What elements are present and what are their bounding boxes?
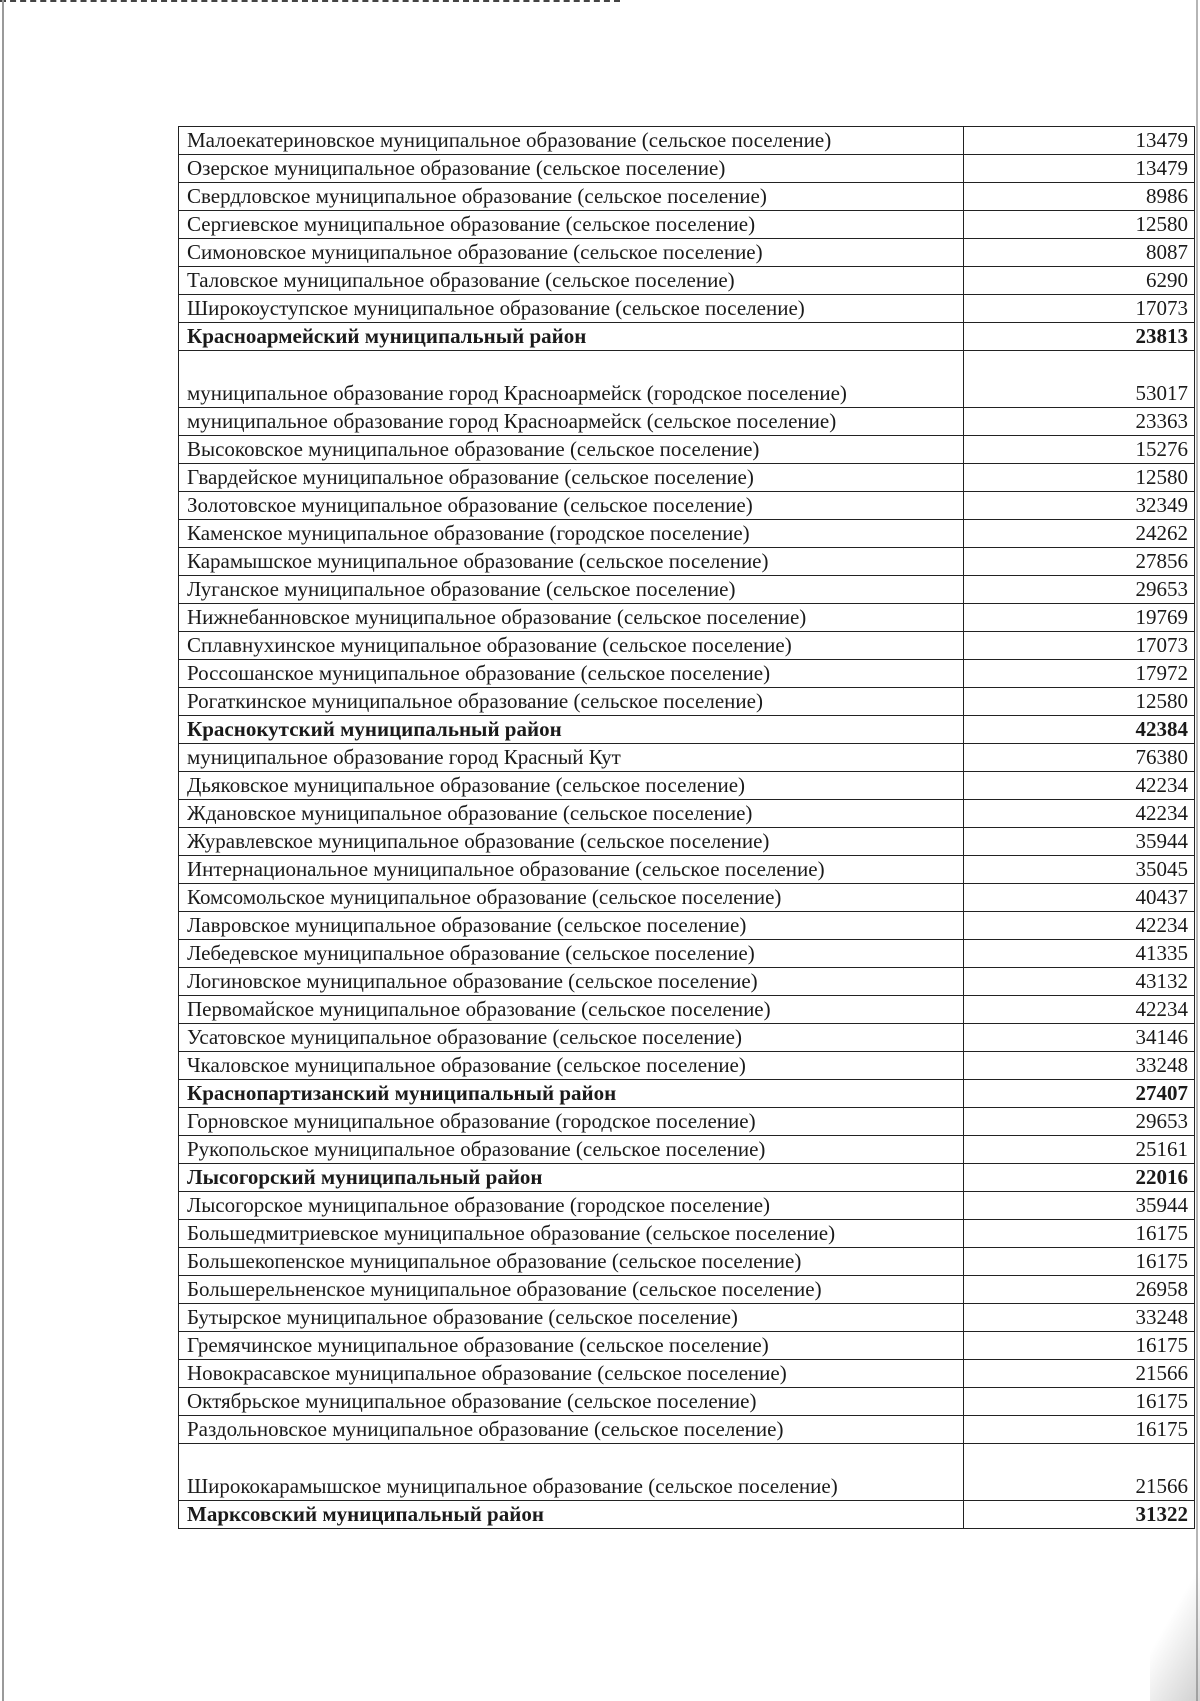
table-row	[179, 267, 1195, 295]
table-row	[179, 1136, 1195, 1164]
value-cell: 35944	[964, 828, 1195, 856]
table-row	[179, 1220, 1195, 1248]
municipality-name-cell: Интернациональное муниципальное образование (сельское поселение)	[179, 856, 964, 884]
value-cell: 53017	[964, 351, 1195, 408]
value-cell: 42234	[964, 800, 1195, 828]
district-name-cell: Лысогорский муниципальный район	[179, 1164, 964, 1192]
value-cell: 21566	[964, 1360, 1195, 1388]
municipality-name-cell: Каменское муниципальное образование (городское поселение)	[179, 520, 964, 548]
value-cell: 34146	[964, 1024, 1195, 1052]
municipality-name-cell: муниципальное образование город Красный Кут	[179, 744, 964, 772]
municipality-name-cell: Сплавнухинское муниципальное образование (сельское поселение)	[179, 632, 964, 660]
municipality-name-cell: Лебедевское муниципальное образование (сельское поселение)	[179, 940, 964, 968]
table-row	[179, 239, 1195, 267]
municipality-name-cell: Ждановское муниципальное образование (сельское поселение)	[179, 800, 964, 828]
district-name-cell: Марксовский муниципальный район	[179, 1501, 964, 1529]
table-row	[179, 1332, 1195, 1360]
value-cell: 27856	[964, 548, 1195, 576]
table-row	[179, 1024, 1195, 1052]
municipality-name-cell: Рукопольское муниципальное образование (сельское поселение)	[179, 1136, 964, 1164]
value-cell: 16175	[964, 1416, 1195, 1444]
table-row	[179, 183, 1195, 211]
district-row	[179, 716, 1195, 744]
table-row	[179, 1248, 1195, 1276]
value-cell: 35944	[964, 1192, 1195, 1220]
table-body	[179, 127, 1195, 1529]
municipality-name-cell: Дьяковское муниципальное образование (сельское поселение)	[179, 772, 964, 800]
value-cell: 12580	[964, 464, 1195, 492]
value-cell: 15276	[964, 436, 1195, 464]
municipality-name-cell: Гвардейское муниципальное образование (сельское поселение)	[179, 464, 964, 492]
scan-edge-left	[2, 0, 4, 1701]
district-value-cell: 42384	[964, 716, 1195, 744]
table-row	[179, 800, 1195, 828]
value-cell: 42234	[964, 996, 1195, 1024]
municipality-name-cell: Карамышское муниципальное образование (сельское поселение)	[179, 548, 964, 576]
municipality-name-cell: Большекопенское муниципальное образование (сельское поселение)	[179, 1248, 964, 1276]
value-cell: 19769	[964, 604, 1195, 632]
value-cell: 33248	[964, 1052, 1195, 1080]
value-cell: 8087	[964, 239, 1195, 267]
district-value-cell: 22016	[964, 1164, 1195, 1192]
municipality-name-cell: Большерельненское муниципальное образование (сельское поселение)	[179, 1276, 964, 1304]
table-row	[179, 295, 1195, 323]
municipality-name-cell: Широкоуступское муниципальное образование (сельское поселение)	[179, 295, 964, 323]
municipality-name-cell: Гремячинское муниципальное образование (сельское поселение)	[179, 1332, 964, 1360]
municipality-name-cell: Лавровское муниципальное образование (сельское поселение)	[179, 912, 964, 940]
value-cell: 8986	[964, 183, 1195, 211]
district-name-cell: Краснопартизанский муниципальный район	[179, 1080, 964, 1108]
table-row	[179, 688, 1195, 716]
value-cell: 16175	[964, 1388, 1195, 1416]
district-row	[179, 1164, 1195, 1192]
value-cell: 29653	[964, 1108, 1195, 1136]
table-row	[179, 548, 1195, 576]
value-cell: 13479	[964, 155, 1195, 183]
table-row	[179, 492, 1195, 520]
value-cell: 24262	[964, 520, 1195, 548]
municipality-name-cell: Лысогорское муниципальное образование (городское поселение)	[179, 1192, 964, 1220]
table-row	[179, 1052, 1195, 1080]
municipality-name-cell: Логиновское муниципальное образование (сельское поселение)	[179, 968, 964, 996]
value-cell: 40437	[964, 884, 1195, 912]
municipality-name-cell: Симоновское муниципальное образование (сельское поселение)	[179, 239, 964, 267]
municipality-name-cell: Большедмитриевское муниципальное образование (сельское поселение)	[179, 1220, 964, 1248]
value-cell: 76380	[964, 744, 1195, 772]
table-row	[179, 1276, 1195, 1304]
municipality-name-cell: Малоекатериновское муниципальное образование (сельское поселение)	[179, 127, 964, 155]
scan-edge-right	[1196, 0, 1198, 1701]
table-row	[179, 351, 1195, 408]
table-row	[179, 211, 1195, 239]
table-row	[179, 912, 1195, 940]
value-cell: 42234	[964, 912, 1195, 940]
municipality-name-cell: Россошанское муниципальное образование (сельское поселение)	[179, 660, 964, 688]
municipality-name-cell: Высоковское муниципальное образование (сельское поселение)	[179, 436, 964, 464]
municipality-name-cell: Чкаловское муниципальное образование (сельское поселение)	[179, 1052, 964, 1080]
table-row	[179, 1416, 1195, 1444]
table-row	[179, 940, 1195, 968]
municipality-name-cell: Таловское муниципальное образование (сельское поселение)	[179, 267, 964, 295]
municipality-name-cell: Ширококарамышское муниципальное образование (сельское поселение)	[179, 1444, 964, 1501]
municipality-name-cell: Рогаткинское муниципальное образование (сельское поселение)	[179, 688, 964, 716]
municipality-name-cell: муниципальное образование город Красноармейск (сельское поселение)	[179, 408, 964, 436]
table-row	[179, 520, 1195, 548]
value-cell: 35045	[964, 856, 1195, 884]
municipality-name-cell: Сергиевское муниципальное образование (сельское поселение)	[179, 211, 964, 239]
district-row	[179, 1501, 1195, 1529]
value-cell: 16175	[964, 1220, 1195, 1248]
value-cell: 32349	[964, 492, 1195, 520]
municipality-table	[178, 126, 1195, 1529]
value-cell: 16175	[964, 1248, 1195, 1276]
district-value-cell: 31322	[964, 1501, 1195, 1529]
district-row	[179, 323, 1195, 351]
table-row	[179, 1360, 1195, 1388]
table-row	[179, 772, 1195, 800]
municipality-name-cell: Новокрасавское муниципальное образование (сельское поселение)	[179, 1360, 964, 1388]
district-name-cell: Краснокутский муниципальный район	[179, 716, 964, 744]
municipality-name-cell: Бутырское муниципальное образование (сельское поселение)	[179, 1304, 964, 1332]
table-row	[179, 828, 1195, 856]
municipality-name-cell: Октябрьское муниципальное образование (сельское поселение)	[179, 1388, 964, 1416]
table-row	[179, 660, 1195, 688]
table-row	[179, 968, 1195, 996]
table-row	[179, 576, 1195, 604]
value-cell: 25161	[964, 1136, 1195, 1164]
municipality-name-cell: муниципальное образование город Красноармейск (городское поселение)	[179, 351, 964, 408]
municipality-name-cell: Журавлевское муниципальное образование (сельское поселение)	[179, 828, 964, 856]
value-cell: 17972	[964, 660, 1195, 688]
table-row	[179, 884, 1195, 912]
municipality-name-cell: Свердловское муниципальное образование (сельское поселение)	[179, 183, 964, 211]
municipality-name-cell: Озерское муниципальное образование (сельское поселение)	[179, 155, 964, 183]
table-row	[179, 464, 1195, 492]
district-value-cell: 23813	[964, 323, 1195, 351]
municipality-name-cell: Горновское муниципальное образование (городское поселение)	[179, 1108, 964, 1136]
table-row	[179, 436, 1195, 464]
table-row	[179, 1444, 1195, 1501]
table-row	[179, 127, 1195, 155]
municipality-name-cell: Раздольновское муниципальное образование (сельское поселение)	[179, 1416, 964, 1444]
table-row	[179, 1108, 1195, 1136]
district-name-cell: Красноармейский муниципальный район	[179, 323, 964, 351]
district-value-cell: 27407	[964, 1080, 1195, 1108]
value-cell: 42234	[964, 772, 1195, 800]
table-row	[179, 408, 1195, 436]
value-cell: 41335	[964, 940, 1195, 968]
table-row	[179, 632, 1195, 660]
value-cell: 17073	[964, 632, 1195, 660]
value-cell: 33248	[964, 1304, 1195, 1332]
municipality-name-cell: Усатовское муниципальное образование (сельское поселение)	[179, 1024, 964, 1052]
value-cell: 12580	[964, 688, 1195, 716]
municipality-name-cell: Первомайское муниципальное образование (сельское поселение)	[179, 996, 964, 1024]
district-row	[179, 1080, 1195, 1108]
table-row	[179, 1304, 1195, 1332]
value-cell: 43132	[964, 968, 1195, 996]
value-cell: 16175	[964, 1332, 1195, 1360]
value-cell: 26958	[964, 1276, 1195, 1304]
table-row	[179, 604, 1195, 632]
value-cell: 6290	[964, 267, 1195, 295]
table-row	[179, 744, 1195, 772]
municipality-name-cell: Нижнебанновское муниципальное образование (сельское поселение)	[179, 604, 964, 632]
scan-artifact-top	[0, 0, 620, 5]
value-cell: 13479	[964, 127, 1195, 155]
municipality-name-cell: Золотовское муниципальное образование (сельское поселение)	[179, 492, 964, 520]
table-row	[179, 856, 1195, 884]
table-row	[179, 1388, 1195, 1416]
table-row	[179, 155, 1195, 183]
municipality-name-cell: Луганское муниципальное образование (сельское поселение)	[179, 576, 964, 604]
value-cell: 17073	[964, 295, 1195, 323]
municipality-name-cell: Комсомольское муниципальное образование (сельское поселение)	[179, 884, 964, 912]
scan-corner-shadow	[1150, 1560, 1200, 1701]
value-cell: 12580	[964, 211, 1195, 239]
table-row	[179, 996, 1195, 1024]
table-row	[179, 1192, 1195, 1220]
value-cell: 23363	[964, 408, 1195, 436]
value-cell: 21566	[964, 1444, 1195, 1501]
value-cell: 29653	[964, 576, 1195, 604]
